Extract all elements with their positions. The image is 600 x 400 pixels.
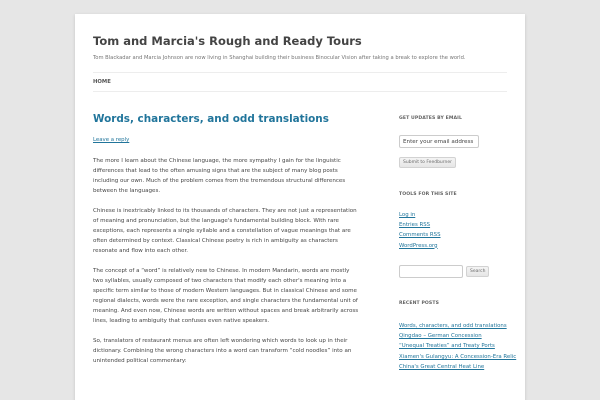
email-field[interactable] (399, 135, 479, 148)
nav-item-home[interactable]: HOME (93, 79, 111, 85)
subscribe-button[interactable]: Submit to Feedburner (399, 157, 456, 168)
recent-post-link[interactable]: China's Great Central Heat Line (399, 364, 485, 370)
main-content (93, 113, 361, 376)
updates-widget-title: GET UPDATES BY EMAIL (399, 116, 463, 121)
list-item (399, 362, 509, 372)
list-item (399, 210, 509, 220)
recent-post-link[interactable]: Xiamen's Gulangyu: A Concession-Era Relic (399, 353, 517, 360)
recent-post-link[interactable]: “Unequal Treaties” and Treaty Ports (399, 343, 495, 350)
post-paragraph: So, translators of restaurant menus are often left wondering which words to look up in their dictionary. Combining the wrong characters into a word can transform “cold noodles” into an unintended political commentary: (93, 337, 352, 365)
comments-rss-link[interactable]: Comments RSS (399, 232, 441, 239)
tools-list (399, 210, 509, 251)
post-body (93, 156, 361, 366)
page-container (75, 14, 525, 400)
search-input[interactable] (399, 265, 463, 278)
post-paragraph: Chinese is inextricably linked to its thousands of characters. They are not just a representation of meaning and pronunciation, but the language's fundamental building block. With rare exceptions, each represents a single syllable and a constellation of vague meanings that are often determined by context. Classical Chinese poetry is rich in ambiguity as characters resonate and flow into each other. (93, 207, 357, 255)
list-item (399, 352, 517, 362)
site-header (93, 34, 507, 61)
list-item (399, 241, 509, 251)
list-item (399, 220, 509, 230)
recent-post-link[interactable]: Words, characters, and odd translations (399, 322, 507, 329)
recent-posts-title: RECENT POSTS (399, 300, 439, 306)
login-link[interactable]: Log in (399, 212, 416, 218)
search-button[interactable]: Search (466, 266, 489, 277)
tools-widget-title: TOOLS FOR THIS SITE (399, 192, 457, 197)
wordpress-org-link[interactable]: WordPress.org (399, 242, 438, 249)
post-paragraph: The more I learn about the Chinese language, the more sympathy I gain for the linguistic differences that lead to the often amusing signs that are the subject of many blog posts including our own. Much of the problem comes from the tremendous structural differences between the languages. (93, 158, 346, 195)
recent-posts-list (399, 321, 517, 372)
search-form (399, 265, 509, 278)
post-paragraph: The concept of a “word” is relatively new to Chinese. In modern Mandarin, words are mostly two syllables, usually composed of two characters that modify each other's meaning into a specific term similar to those of modern Western languages. But in classical Chinese and some regional dialects, words were the rare exception, and single characters the fundamental unit of meaning. And even now, Chinese words are written without spaces and break arbitrarily across lines, leading to ambiguity that confuses even native speakers. (93, 267, 359, 325)
sidebar (399, 116, 517, 372)
list-item (399, 321, 509, 331)
site-title[interactable]: Tom and Marcia's Rough and Ready Tours (93, 34, 362, 48)
list-item (399, 331, 509, 341)
post-title[interactable]: Words, characters, and odd translations (93, 113, 329, 125)
nav-divider-bottom (93, 91, 507, 92)
list-item (399, 230, 509, 240)
entries-rss-link[interactable]: Entries RSS (399, 222, 431, 229)
recent-post-link[interactable]: Qingdao – German Concession (399, 333, 482, 340)
nav-divider-top (93, 72, 507, 73)
list-item (399, 341, 509, 351)
leave-reply-link[interactable]: Leave a reply (93, 137, 130, 143)
site-description: Tom Blackadar and Marcia Johnson are now living in Shanghai building their business Binocular Vision after taking a break to explore the world. (93, 55, 466, 61)
